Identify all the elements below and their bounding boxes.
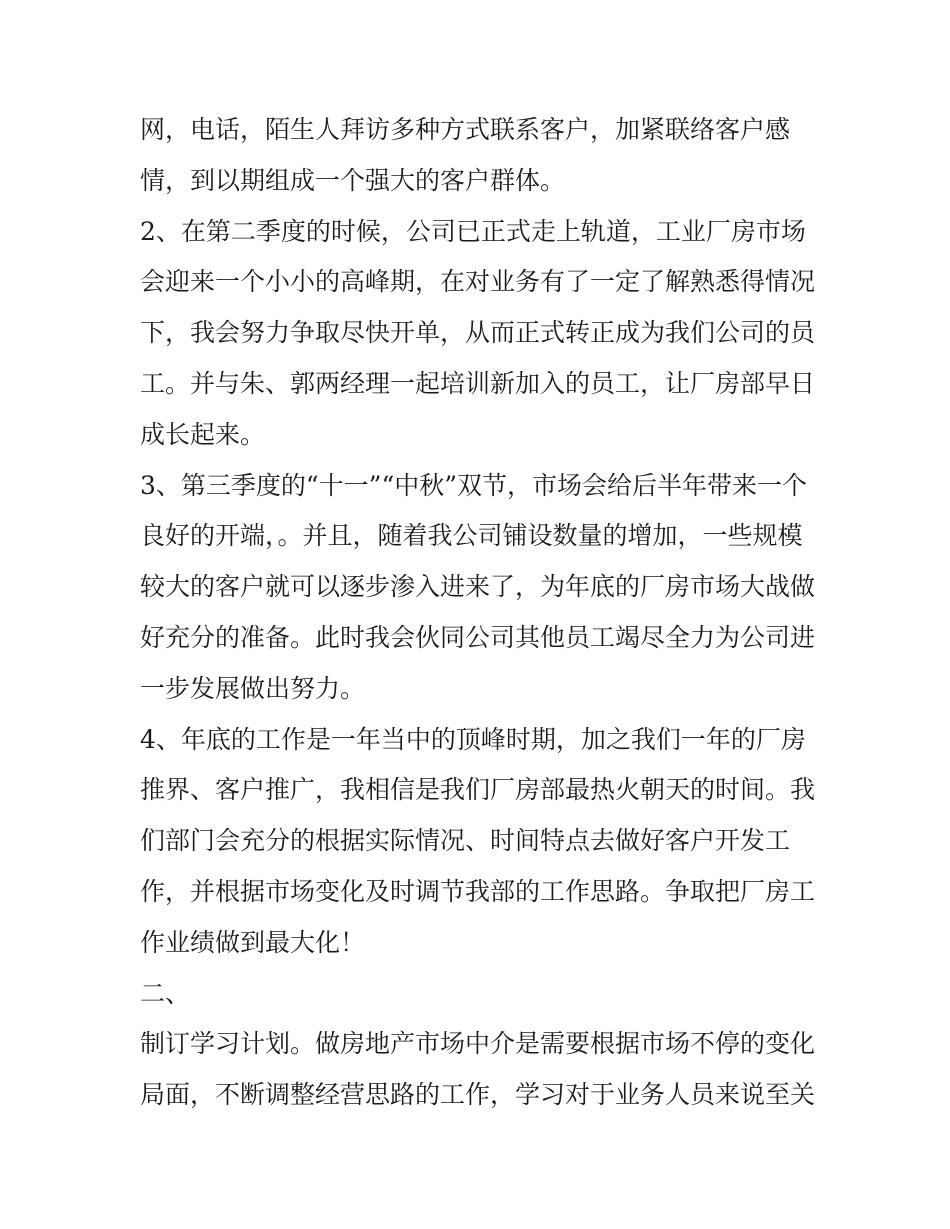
text-line: 4、年底的工作是一年当中的顶峰时期，加之我们一年的厂房 <box>140 724 806 754</box>
text-line: 网，电话，陌生人拜访多种方式联系客户，加紧联络客户感 <box>140 115 791 144</box>
text-line: 下，我会努力争取尽快开单，从而正式转正成为我们公司的员 <box>140 318 816 348</box>
text-line: 2、在第二季度的时候，公司已正式走上轨道，工业厂房市场 <box>140 216 806 246</box>
text-line: 作业绩做到最大化！ <box>140 927 366 957</box>
text-line: 较大的客户就可以逐步渗入进来了，为年底的厂房市场大战做 <box>140 572 816 602</box>
text-line: 3、第三季度的“十一”“中秋”双节，市场会给后半年带来一个 <box>140 470 808 500</box>
document-body <box>140 105 820 1121</box>
text-line: 局面，不断调整经营思路的工作，学习对于业务人员来说至关 <box>140 1080 816 1110</box>
text-line: 成长起来。 <box>140 419 266 449</box>
text-line: 工。并与朱、郭两经理一起培训新加入的员工，让厂房部早日 <box>140 368 816 398</box>
text-line: 们部门会充分的根据实际情况、时间特点去做好客户开发工 <box>140 826 791 856</box>
text-line: 二、 <box>140 978 191 1008</box>
text-line: 推界、客户推广，我相信是我们厂房部最热火朝天的时间。我 <box>140 775 816 805</box>
text-line: 情，到以期组成一个强大的客户群体。 <box>140 165 566 195</box>
text-line: 作，并根据市场变化及时调节我部的工作思路。争取把厂房工 <box>140 876 816 906</box>
text-line: 会迎来一个小小的高峰期，在对业务有了一定了解熟悉得情况 <box>140 267 816 297</box>
text-line: 良好的开端，。并且，随着我公司铺设数量的增加，一些规模 <box>140 521 803 551</box>
text-line: 好充分的准备。此时我会伙同公司其他员工竭尽全力为公司进 <box>140 622 816 652</box>
text-line: 一步发展做出努力。 <box>140 673 366 703</box>
text-line: 制订学习计划。做房地产市场中介是需要根据市场不停的变化 <box>140 1029 816 1059</box>
